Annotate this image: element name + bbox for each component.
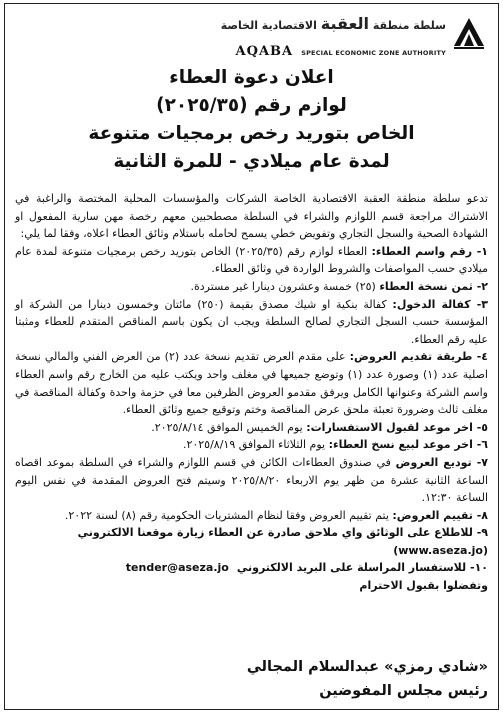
item-4-text: على مقدم العرض تقديم نسخة عدد (٢) من العرض الفني والمالي نسخة اصلية عدد (١) وصورة عدد (١) وتوضع جميعها في مغلف واحد ويكتب عليه من الخارج رقم واسم العطاء واسم الشركة وعنوانها الكامل ويرفق مقدمو العروض الظرفين معا في حزمة واحدة وكفالة المناقصة في مغلف ثالث وضرورة تعبئة ملحق عرض المناقصة وختم وتوقيع جميع وثائق العطاء. <box>15 350 488 417</box>
item-1-label: ١- رقم واسم العطاء: <box>371 244 488 258</box>
title-line-1: اعلان دعوة العطاء <box>169 67 334 88</box>
item-4 <box>15 348 488 418</box>
item-5 <box>15 419 488 437</box>
item-3-label: ٣- كفالة الدخول: <box>392 297 488 311</box>
item-3-text: كفالة بنكية او شيك مصدق بقيمة (٢٥٠) مائتان وخمسون دينارا من الشركة او المؤسسة حسب السجل التجاري لصالح السلطة ويجب ان يكون باسم المناقص المتقدم للعطاء ومثبتا عليه رقم العطاء. <box>15 297 488 346</box>
tender-announcement-page <box>4 3 499 710</box>
item-5-text: يوم الخميس الموافق ٢٠٢٥/٨/١٤. <box>151 420 307 434</box>
logo-english-text <box>236 40 446 59</box>
contact-email-link[interactable]: tender@aseza.jo <box>125 561 229 575</box>
title-line-3: الخاص بتوريد رخص برمجيات متنوعة <box>88 123 415 144</box>
logo-ar-prefix: سلطة منطقة <box>372 19 446 32</box>
intro-paragraph: تدعو سلطة منطقة العقبة الاقتصادية الخاصة الشركات والمؤسسات المحلية المختصة والراغبة في الاشتراك مراجعة قسم اللوازم والشراء في السلطة مصطحبين معهم رخصة مهن سارية المفعول او الشهادة الصحية والسجل التجاري وتفويض خطي يسمح لحامله باستلام وثائق العطاء اعلاه، وفقا لما يلي: <box>15 192 488 241</box>
item-8-label: ٨- تقييم العروض: <box>392 508 488 522</box>
aseza-logo-icon <box>452 16 486 50</box>
item-6-text: يوم الثلاثاء الموافق ٢٠٢٥/٨/١٩. <box>182 438 329 452</box>
contact-text: ١٠- للاستفسار المراسلة على البريد الالكتروني <box>236 561 488 575</box>
item-6 <box>15 436 488 454</box>
item-9 <box>15 524 488 542</box>
item-2 <box>15 278 488 296</box>
logo-ar-suffix: الاقتصادية الخاصة <box>220 19 317 32</box>
signature-block <box>5 655 498 703</box>
item-9-label: ٩- للاطلاع على الوثائق واي ملاحق صادرة عن العطاء زيارة موقعنا الالكتروني <box>77 526 488 540</box>
item-8 <box>15 507 488 525</box>
header <box>5 10 498 58</box>
item-5-label: ٥- اخر موعد لقبول الاستفسارات: <box>306 420 488 434</box>
signatory-name: «شادي رمزي» عبدالسلام المجالي <box>246 659 488 675</box>
item-2-text: (٢٥) خمسة وعشرون دينارا غير مستردة. <box>190 279 380 293</box>
title-line-2: لوازم رقم (٢٠٢٥/٣٥) <box>156 95 347 116</box>
closing-text: وتفضلوا بقبول الاحترام <box>359 579 488 593</box>
item-10 <box>15 559 488 577</box>
logo-arabic-text <box>221 14 446 33</box>
website-link[interactable]: (www.aseza.jo) <box>393 543 488 557</box>
signatory-title: رئيس مجلس المفوضين <box>319 683 488 699</box>
announcement-titles <box>5 64 498 176</box>
item-8-text: يتم تقييم العروض وفقا لنظام المشتريات الحكومية رقم (٨) لسنة ٢٠٢٢. <box>64 508 393 522</box>
item-2-label: ٢- ثمن نسخة العطاء <box>379 279 488 293</box>
item-3 <box>15 296 488 349</box>
item-7-label: ٧- توديع العروض <box>395 455 488 469</box>
logo-en-word: AQABA <box>235 44 294 59</box>
closing-line <box>15 577 488 595</box>
item-6-label: ٦- اخر موعد لبيع نسخ العطاء: <box>328 438 488 452</box>
item-7 <box>15 454 488 507</box>
logo-en-sub: SPECIAL ECONOMIC ZONE AUTHORITY <box>301 49 446 57</box>
announcement-body <box>15 190 488 595</box>
item-1 <box>15 243 488 278</box>
website-line <box>15 542 488 560</box>
item-1-text: العطاء لوازم رقم (٢٠٢٥/٣٥) الخاص بتوريد رخص برمجيات متنوعة لمدة عام ميلادي حسب المواصفات والشروط الواردة في وثائق العطاء. <box>15 244 488 276</box>
item-4-label: ٤- طريقة تقديم العروض: <box>349 350 489 364</box>
item-7-text: في صندوق العطاءات الكائن في قسم اللوازم والشراء في السلطة بموعد اقصاه الساعة الثانية عشرة من ظهر يوم الاربعاء ٢٠٢٥/٨/٢٠ وسيتم فتح العروض المقدمة في نفس اليوم الساعة ١٢:٣٠. <box>15 455 488 505</box>
title-line-4: لمدة عام ميلادي - للمرة الثانية <box>113 151 390 172</box>
logo-ar-main: العقبة <box>320 14 370 33</box>
